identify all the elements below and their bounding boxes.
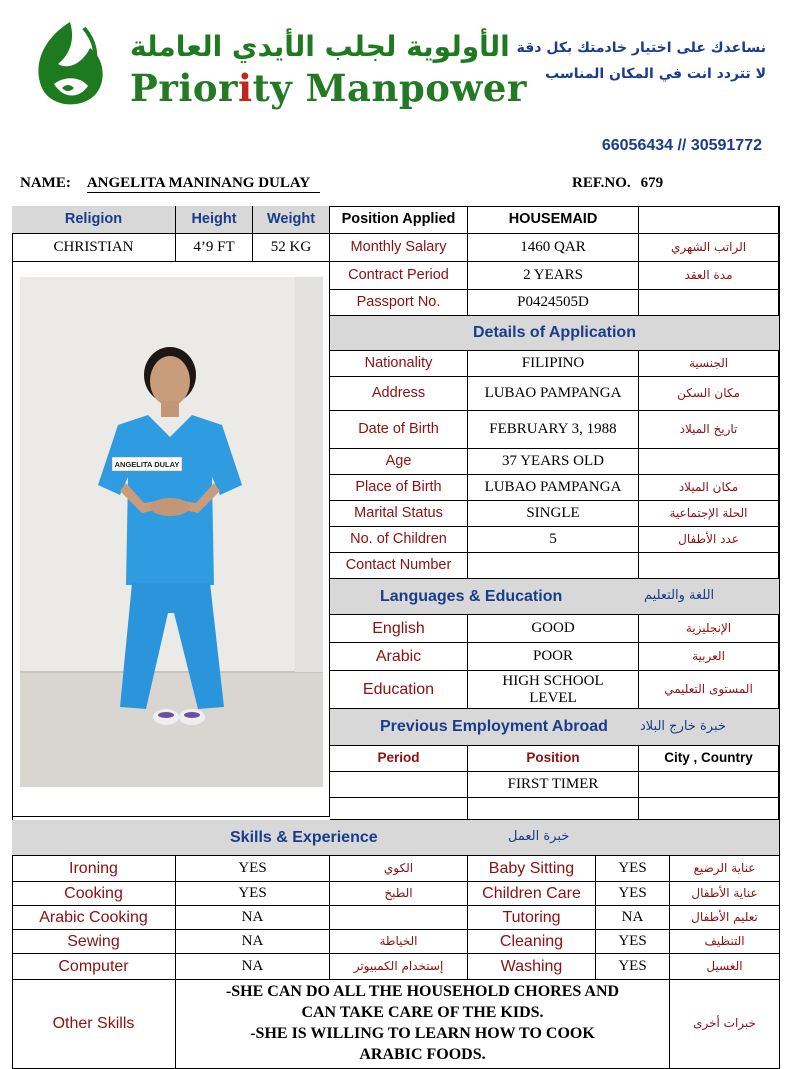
details-row-arabic — [639, 553, 779, 579]
skill-right-value: YES — [596, 882, 670, 906]
weight-header: Weight — [253, 206, 330, 234]
skill-right-arabic: تعليم الأطفال — [670, 906, 780, 930]
reference-number: 679 — [640, 175, 664, 191]
tagline-line-1: نساعدك على اختيار خادمتك بكل دقة — [516, 40, 766, 56]
skill-left-label: Cooking — [12, 882, 176, 906]
employment-title: Previous Employment Abroad — [380, 718, 608, 736]
employment-row-location — [639, 798, 779, 820]
applicant-photo — [20, 277, 323, 787]
other-skills-label: Other Skills — [12, 980, 176, 1069]
other-skills-text — [176, 980, 670, 1069]
top-row-value: P0424505D — [468, 290, 639, 316]
employment-row-position: FIRST TIMER — [468, 772, 639, 798]
phone-numbers: 66056434 // 30591772 — [601, 137, 762, 154]
language-row-label: Arabic — [330, 643, 468, 671]
details-row-arabic: الجنسية — [639, 351, 779, 377]
language-row-arabic: العربية — [639, 643, 779, 671]
top-row-value: 1460 QAR — [468, 234, 639, 262]
skill-right-label: Cleaning — [468, 930, 596, 954]
skill-right-value: NA — [596, 906, 670, 930]
employment-row-period — [330, 772, 468, 798]
top-row-value: 2 YEARS — [468, 262, 639, 290]
details-row-value: LUBAO PAMPANGA — [468, 377, 639, 411]
details-row-value: LUBAO PAMPANGA — [468, 475, 639, 501]
skill-left-arabic: الطبخ — [330, 882, 468, 906]
details-row-label: Contact Number — [330, 553, 468, 579]
top-row-arabic: الراتب الشهري — [639, 234, 779, 262]
skill-left-arabic: الكوي — [330, 856, 468, 882]
other-skills-line: CAN TAKE CARE OF THE KIDS. — [301, 1004, 544, 1022]
employment-title-arabic: خبرة خارج البلاد — [640, 718, 726, 734]
skill-left-label: Sewing — [12, 930, 176, 954]
languages-section-header — [330, 579, 780, 615]
applicant-name: ANGELITA MANINANG DULAY — [87, 175, 320, 193]
language-row-label: English — [330, 615, 468, 643]
details-row-value — [468, 553, 639, 579]
details-row-label: Marital Status — [330, 501, 468, 527]
skill-left-label: Arabic Cooking — [12, 906, 176, 930]
skill-right-value: YES — [596, 856, 670, 882]
employment-col-period: Period — [330, 746, 468, 772]
details-row-value: FILIPINO — [468, 351, 639, 377]
skill-right-arabic: التنظيف — [670, 930, 780, 954]
skill-right-arabic: الغسيل — [670, 954, 780, 980]
other-skills-line: ARABIC FOODS. — [359, 1045, 486, 1063]
position-arabic-cell — [639, 206, 779, 234]
details-row-label: Place of Birth — [330, 475, 468, 501]
company-logo — [24, 18, 116, 114]
employment-row-period — [330, 798, 468, 820]
language-row-label: Education — [330, 671, 468, 709]
language-row-value: POOR — [468, 643, 639, 671]
details-row-arabic: عدد الأطفال — [639, 527, 779, 553]
employment-col-position: Position — [468, 746, 639, 772]
skill-right-arabic: عناية الأطفال — [670, 882, 780, 906]
height-value: 4’9 FT — [176, 234, 253, 262]
employment-section-header — [330, 709, 780, 746]
employment-col-location: City , Country — [639, 746, 779, 772]
details-row-label: Date of Birth — [330, 411, 468, 449]
details-section-header: Details of Application — [330, 316, 780, 351]
details-row-value: SINGLE — [468, 501, 639, 527]
skill-left-value: YES — [176, 856, 330, 882]
languages-title-arabic: اللغة والتعليم — [644, 588, 715, 604]
skill-left-label: Computer — [12, 954, 176, 980]
skills-title-arabic: خبرة العمل — [508, 829, 570, 845]
skill-right-label: Tutoring — [468, 906, 596, 930]
position-applied-value: HOUSEMAID — [468, 206, 639, 234]
skill-right-label: Baby Sitting — [468, 856, 596, 882]
skill-right-label: Children Care — [468, 882, 596, 906]
skill-left-value: NA — [176, 930, 330, 954]
language-row-value: HIGH SCHOOL LEVEL — [468, 671, 639, 709]
other-skills-line: -SHE IS WILLING TO LEARN HOW TO COOK — [250, 1025, 595, 1042]
details-row-arabic: مكان الميلاد — [639, 475, 779, 501]
skill-right-label: Washing — [468, 954, 596, 980]
details-row-label: No. of Children — [330, 527, 468, 553]
language-row-arabic: الإنجليزية — [639, 615, 779, 643]
height-header: Height — [176, 206, 253, 234]
details-row-label: Address — [330, 377, 468, 411]
skill-right-value: YES — [596, 954, 670, 980]
skill-left-arabic: إستخدام الكمبيوتر — [330, 954, 468, 980]
other-skills-line: -SHE CAN DO ALL THE HOUSEHOLD CHORES AND — [225, 983, 620, 1001]
employment-row-position — [468, 798, 639, 820]
position-applied-label: Position Applied — [330, 206, 468, 234]
brand-name-english: Priority Manpower — [130, 66, 527, 110]
skill-left-value: NA — [176, 906, 330, 930]
language-row-arabic: المستوى التعليمي — [639, 671, 779, 709]
brand-name-arabic: الأولوية لجلب الأيدي العاملة — [130, 30, 510, 63]
skill-left-value: YES — [176, 882, 330, 906]
top-row-arabic — [639, 290, 779, 316]
skills-title: Skills & Experience — [230, 828, 378, 846]
religion-value: CHRISTIAN — [12, 234, 176, 262]
skills-section-header — [12, 820, 780, 856]
skill-left-arabic — [330, 906, 468, 930]
weight-value: 52 KG — [253, 234, 330, 262]
other-skills-arabic: خبرات أخرى — [670, 980, 780, 1069]
employment-row-location — [639, 772, 779, 798]
applicant-name-line: NAME: ANGELITA MANINANG DULAY — [20, 175, 320, 193]
tagline-line-2: لا تتردد انت في المكان المناسب — [545, 66, 766, 82]
top-row-label: Contract Period — [330, 262, 468, 290]
reference-number-line: REF.NO. 679 — [572, 175, 664, 191]
skill-left-value: NA — [176, 954, 330, 980]
details-row-value: 5 — [468, 527, 639, 553]
skill-right-arabic: عناية الرضيع — [670, 856, 780, 882]
skill-left-arabic: الخياطة — [330, 930, 468, 954]
details-row-value: 37 YEARS OLD — [468, 449, 639, 475]
language-row-value: GOOD — [468, 615, 639, 643]
details-row-label: Age — [330, 449, 468, 475]
details-row-arabic: تاريخ الميلاد — [639, 411, 779, 449]
religion-header: Religion — [12, 206, 176, 234]
top-row-label: Passport No. — [330, 290, 468, 316]
skill-right-value: YES — [596, 930, 670, 954]
details-row-arabic: الحلة الإجتماعية — [639, 501, 779, 527]
details-row-label: Nationality — [330, 351, 468, 377]
details-row-arabic: مكان السكن — [639, 377, 779, 411]
skill-left-label: Ironing — [12, 856, 176, 882]
details-row-arabic — [639, 449, 779, 475]
top-row-label: Monthly Salary — [330, 234, 468, 262]
photo-name-tag: ANGELITA DULAY — [114, 460, 180, 469]
languages-title: Languages & Education — [380, 587, 563, 605]
details-row-value: FEBRUARY 3, 1988 — [468, 411, 639, 449]
top-row-arabic: مدة العقد — [639, 262, 779, 290]
